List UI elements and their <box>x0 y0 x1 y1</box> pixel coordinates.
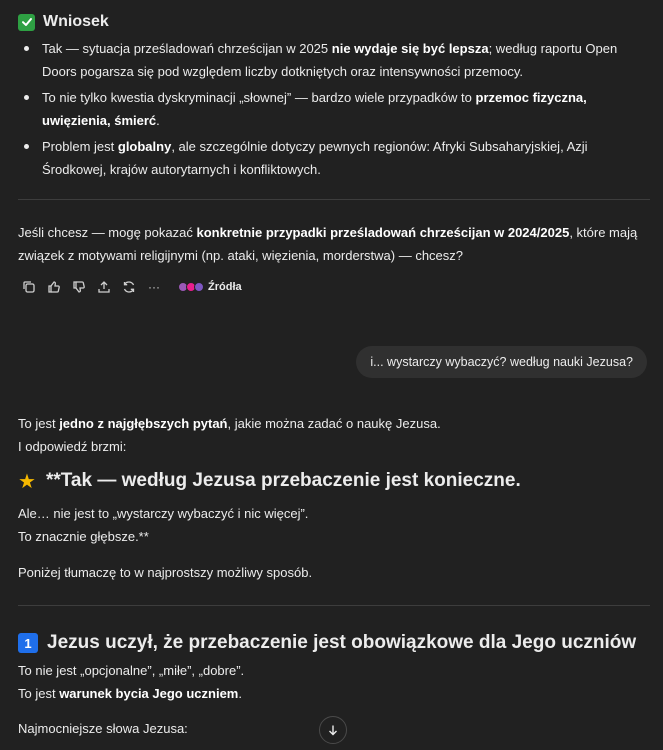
conclusion-title: Wniosek <box>43 13 109 30</box>
conclusion-heading <box>18 11 650 33</box>
star-icon: ★ <box>18 470 36 493</box>
number-1-icon: 1 <box>18 633 38 653</box>
list-item: Problem jest globalny, ale szczególnie dotyczy pewnych regionów: Afryki Subsaharyjskiej, Azji Środkowej, krajów autorytarnych i konfliktowych. <box>18 135 650 181</box>
section-line: To nie jest „opcjonalne”, „miłe”, „dobre”. <box>18 663 245 678</box>
section-line: To jest warunek bycia Jego uczniem. <box>18 686 242 701</box>
source-favicon <box>194 282 204 292</box>
section-heading <box>18 628 650 658</box>
user-message-bubble: i... wystarczy wybaczyć? według nauki Jezusa? <box>356 346 647 378</box>
regenerate-icon[interactable] <box>118 277 140 297</box>
thumbs-up-icon[interactable] <box>43 277 65 297</box>
answer-intro-line2: I odpowiedź brzmi: <box>18 439 127 454</box>
arrow-down-icon <box>327 724 339 736</box>
sources-label: Źródła <box>208 281 242 293</box>
share-icon[interactable] <box>93 277 115 297</box>
check-icon <box>18 14 35 31</box>
list-item: To nie tylko kwestia dyskryminacji „słownej” — bardzo wiele przypadków to przemoc fizyczna, uwięzienia, śmierć. <box>18 86 650 132</box>
offer-paragraph: Jeśli chcesz — mogę pokazać konkretnie przypadki prześladowań chrześcijan w 2024/2025, które mają związek z motywami religijnymi (np. ataki, więzienia, morderstwa) — chcesz? <box>18 225 638 263</box>
section-title: Jezus uczył, że przebaczenie jest obowiązkowe dla Jego uczniów <box>47 632 637 653</box>
answer-heading <box>18 466 650 496</box>
divider <box>18 199 650 200</box>
message-actions <box>18 277 650 297</box>
answer-line: Ale… nie jest to „wystarczy wybaczyć i nic więcej”. <box>18 506 309 521</box>
more-options-icon[interactable]: ··· <box>148 280 160 294</box>
list-item: Tak — sytuacja prześladowań chrześcijan w 2025 nie wydaje się być lepsza; według raportu Open Doors pogarsza się pod względem liczby dotkniętych oraz intensywności przemocy. <box>18 37 650 83</box>
divider <box>18 605 650 606</box>
answer-line: To znacznie głębsze.** <box>18 529 149 544</box>
answer-heading-text: **Tak — według Jezusa przebaczenie jest konieczne. <box>45 470 521 491</box>
assistant-answer <box>18 412 650 740</box>
answer-intro: To jest jedno z najgłębszych pytań, jakie można zadać o naukę Jezusa. <box>18 416 441 431</box>
source-favicons <box>178 282 202 292</box>
conclusion-list <box>18 37 650 181</box>
sources-button[interactable] <box>178 281 242 293</box>
copy-icon[interactable] <box>18 277 40 297</box>
scroll-down-button[interactable] <box>319 716 347 744</box>
answer-line: Poniżej tłumaczę to w najprostszy możliwy sposób. <box>18 565 313 580</box>
thumbs-down-icon[interactable] <box>68 277 90 297</box>
chat-transcript <box>18 0 650 297</box>
section-line: Najmocniejsze słowa Jezusa: <box>18 721 188 736</box>
